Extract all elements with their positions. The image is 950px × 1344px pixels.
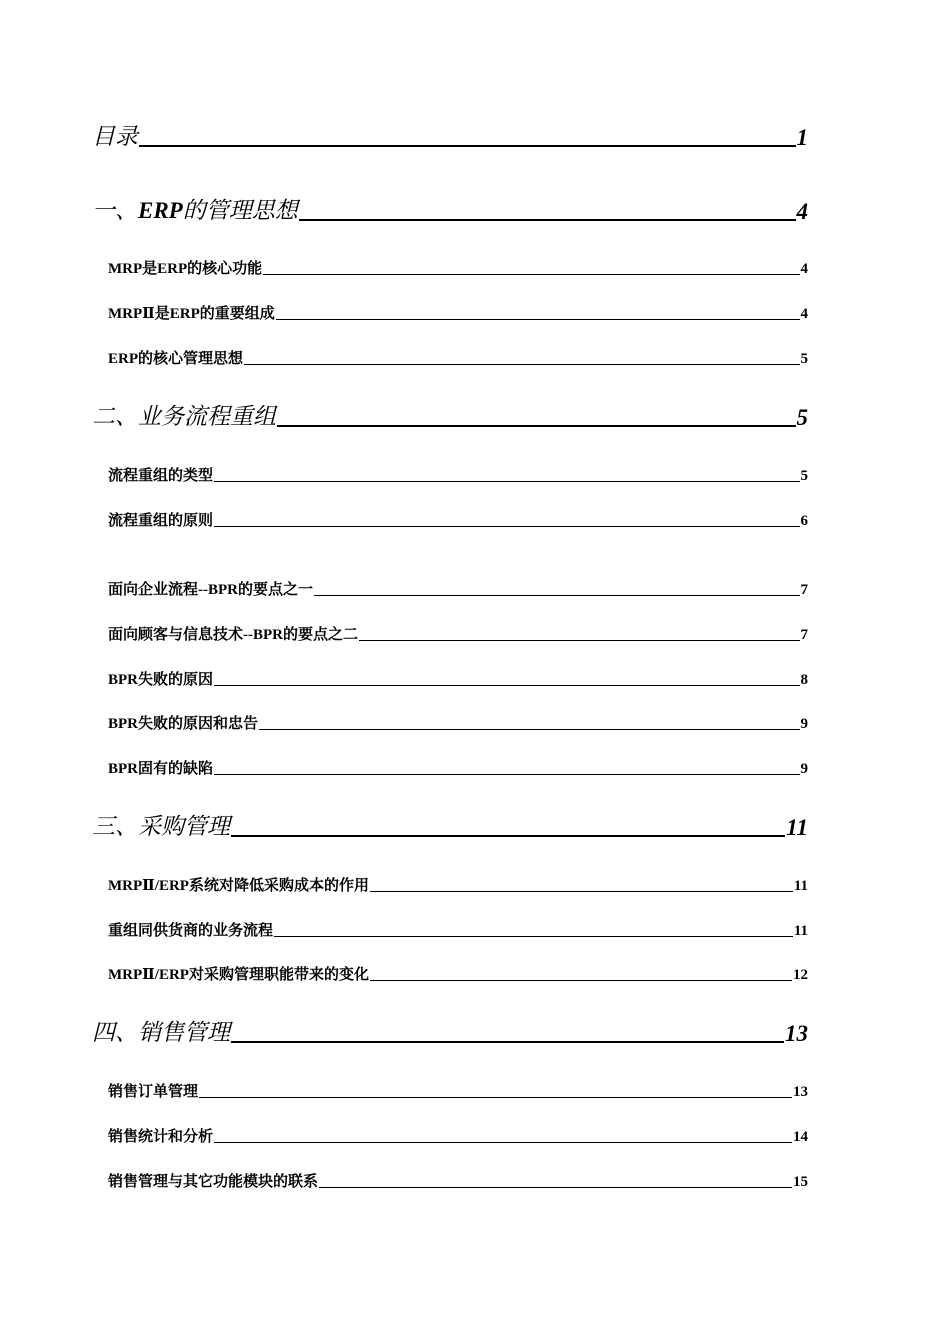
toc-section-1[interactable] xyxy=(92,192,808,225)
toc-leader xyxy=(214,685,799,686)
toc-item[interactable] xyxy=(108,302,808,323)
toc-item-page: 7 xyxy=(800,627,808,643)
toc-item-page: 4 xyxy=(800,306,808,322)
toc-section-2[interactable] xyxy=(92,398,808,431)
toc-leader xyxy=(370,980,792,981)
toc-section-page: 13 xyxy=(785,1021,808,1046)
toc-leader xyxy=(314,595,800,596)
toc-item-title: 面向企业流程--BPR的要点之一 xyxy=(108,582,313,598)
toc-leader xyxy=(299,219,796,221)
toc-item-title: MRP是ERP的核心功能 xyxy=(108,261,263,277)
toc-item-page: 11 xyxy=(793,878,808,894)
toc-heading[interactable] xyxy=(92,118,808,151)
toc-item[interactable] xyxy=(108,1125,808,1146)
toc-section-prefix: 一、 xyxy=(92,198,138,223)
toc-section-page: 4 xyxy=(796,199,808,224)
toc-leader xyxy=(370,891,793,892)
toc-item-page: 13 xyxy=(793,1084,808,1100)
toc-item[interactable] xyxy=(108,963,808,984)
toc-leader xyxy=(214,1142,792,1143)
toc-item-page: 11 xyxy=(793,923,808,939)
toc-item-page: 8 xyxy=(800,672,808,688)
toc-leader xyxy=(214,774,799,775)
toc-leader xyxy=(274,936,793,937)
toc-section-page: 5 xyxy=(796,405,808,430)
toc-item[interactable] xyxy=(108,623,808,644)
toc-item[interactable] xyxy=(108,257,808,278)
toc-section-title: 二、业务流程重组 xyxy=(92,404,276,429)
toc-item-title: 销售管理与其它功能模块的联系 xyxy=(108,1174,319,1190)
toc-leader xyxy=(214,481,799,482)
toc-section-page: 11 xyxy=(786,815,808,840)
toc-item-page: 5 xyxy=(800,351,808,367)
toc-item[interactable] xyxy=(108,757,808,778)
toc-leader xyxy=(277,425,796,427)
toc-item-page: 9 xyxy=(800,716,808,732)
toc-item[interactable] xyxy=(108,509,808,530)
toc-item-title: MRPⅡ是ERP的重要组成 xyxy=(108,306,275,322)
toc-item[interactable] xyxy=(108,578,808,599)
toc-item[interactable] xyxy=(108,668,808,689)
toc-leader xyxy=(263,274,799,275)
toc-heading-page: 1 xyxy=(796,125,808,150)
toc-leader xyxy=(214,526,799,527)
toc-section-4[interactable] xyxy=(92,1014,808,1047)
toc-section-title xyxy=(92,192,298,225)
toc-section-rest: 的管理思想 xyxy=(182,198,298,223)
toc-item[interactable] xyxy=(108,1170,808,1191)
toc-item-page: 4 xyxy=(800,261,808,277)
toc-item-title: 销售订单管理 xyxy=(108,1084,199,1100)
toc-item-page: 5 xyxy=(800,468,808,484)
toc-item[interactable] xyxy=(108,347,808,368)
toc-item-title: 流程重组的原则 xyxy=(108,513,214,529)
toc-item-title: 销售统计和分析 xyxy=(108,1129,214,1145)
toc-item-page: 7 xyxy=(800,582,808,598)
toc-item-title: 重组同供货商的业务流程 xyxy=(108,923,274,939)
toc-item-title: BPR固有的缺陷 xyxy=(108,761,214,777)
toc-item[interactable] xyxy=(108,874,808,895)
toc-item-page: 14 xyxy=(793,1129,808,1145)
toc-section-title: 三、采购管理 xyxy=(92,814,230,839)
toc-leader xyxy=(231,835,785,837)
toc-heading-title: 目录 xyxy=(92,124,138,149)
toc-leader xyxy=(199,1097,792,1098)
toc-item-title: 流程重组的类型 xyxy=(108,468,214,484)
toc-section-3[interactable] xyxy=(92,808,808,841)
toc-item[interactable] xyxy=(108,712,808,733)
toc-item-title: BPR失败的原因和忠告 xyxy=(108,716,259,732)
toc-item[interactable] xyxy=(108,464,808,485)
toc-item-page: 12 xyxy=(793,967,808,983)
toc-leader xyxy=(319,1187,792,1188)
toc-section-title: 四、销售管理 xyxy=(92,1020,230,1045)
toc-leader xyxy=(244,364,799,365)
toc-leader xyxy=(139,145,796,147)
toc-item-title: MRPⅡ/ERP对采购管理职能带来的变化 xyxy=(108,967,369,983)
toc-leader xyxy=(231,1041,784,1043)
toc-item[interactable] xyxy=(108,919,808,940)
toc-leader xyxy=(359,640,800,641)
toc-leader xyxy=(276,319,800,320)
toc-item-title: 面向顾客与信息技术--BPR的要点之二 xyxy=(108,627,358,643)
toc-item-title: BPR失败的原因 xyxy=(108,672,214,688)
toc-item-page: 6 xyxy=(800,513,808,529)
toc-item-page: 15 xyxy=(793,1174,808,1190)
toc-item-title: ERP的核心管理思想 xyxy=(108,351,244,367)
toc-section-latin: ERP xyxy=(138,198,183,223)
toc-leader xyxy=(259,729,799,730)
toc-item[interactable] xyxy=(108,1080,808,1101)
toc-item-page: 9 xyxy=(800,761,808,777)
toc-item-title: MRPⅡ/ERP系统对降低采购成本的作用 xyxy=(108,878,369,894)
